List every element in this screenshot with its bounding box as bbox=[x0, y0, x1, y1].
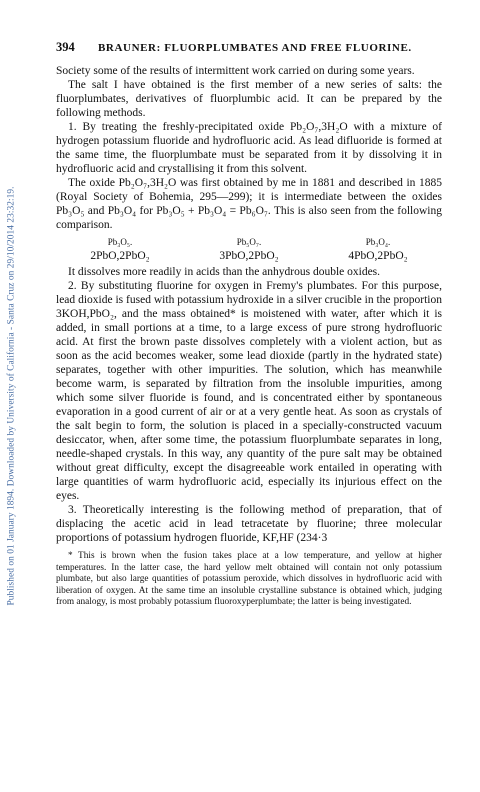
formula-column bbox=[314, 235, 442, 263]
formula-comparison bbox=[56, 235, 442, 263]
provenance-text: Published on 01 January 1894. Downloaded by University of California - Santa Cruz on 29/10/2014 23:32:19. bbox=[6, 186, 16, 606]
paragraph: 2. By substituting fluorine for oxygen in Fremy's plumbates. For this purpose, lead dioxide is fused with potassium hydroxide in a silver crucible in the proportion 3KOH,PbO₂, and the mass obtained* is moistened with water, after which it is added, in small portions at a time, to a large excess of pure strong hydrofluoric acid. At first the brown paste dissolves completely with a violent action, but as soon as the acid becomes weaker, some lead dioxide (partly in the hydrated state) separates, together with other impurities. The solution, which has meanwhile become warm, is separated by filtration from the insoluble impurities, among which some silver fluoride is found, and is concentrated either by spontaneous evaporation in a good current of air or at a very gentle heat. As soon as crystals of the salt begin to form, the solution is placed in a specially-constructed vacuum desiccator, when, after some time, the potassium fluorplumbate separates in long, needle-shaped crystals. In this way, any quantity of the pure salt may be obtained without great difficulty, except the disagreeable work entailed in operating with large quantities of warm hydrofluoric acid, especially its injurious effect on the eyes. bbox=[56, 280, 442, 502]
paragraph: The oxide Pb₂O₇,3H₂O was first obtained by me in 1881 and described in 1885 (Royal Society of Bohemia, 295—299); it is intermediate between the oxides Pb₃O₅ and Pb₃O₄ for Pb₃O₅ + Pb₃O₄ = Pb₆O₇. This is also seen from the following comparison. bbox=[56, 177, 442, 231]
formula-column bbox=[184, 235, 314, 263]
formula-top: Pb₃O₄. bbox=[365, 237, 391, 247]
formula-bottom: 4PbO,2PbO₂ bbox=[348, 250, 408, 262]
paragraph: 3. Theoretically interesting is the following method of preparation, that of displacing the acetic acid in lead tetracetate by fluorine; three molecular proportions of potassium hydrogen fluoride, KF,HF (234·3 bbox=[56, 504, 442, 544]
page-header bbox=[56, 40, 442, 55]
formula-top: Pb₃O₅. bbox=[107, 237, 133, 247]
page bbox=[56, 40, 442, 609]
page-number: 394 bbox=[56, 40, 75, 54]
paragraph: Society some of the results of intermittent work carried on during some years. bbox=[56, 65, 415, 77]
body-text bbox=[56, 64, 442, 545]
sidebar-provenance bbox=[0, 0, 22, 792]
formula-bottom: 3PbO,2PbO₂ bbox=[219, 250, 279, 262]
paragraph: It dissolves more readily in acids than the anhydrous double oxides. bbox=[68, 266, 381, 278]
footnotes bbox=[56, 551, 442, 609]
formula-column bbox=[56, 235, 184, 263]
running-head: BRAUNER: FLUORPLUMBATES AND FREE FLUORINE. bbox=[98, 42, 412, 54]
formula-bottom: 2PbO,2PbO₂ bbox=[90, 250, 150, 262]
footnote: * This is brown when the fusion takes place at a low temperature, and yellow at higher temperatures. In the latter case, the hard yellow melt obtained will contain not only potassium plumbate, but also large quantities of potassium peroxide, which dissolves in hydrofluoric acid with liberation of oxygen. At the same time an insoluble crystalline substance is obtained which, judging from analogy, is most probably potassium fluoroxyperplumbate; the latter is being investigated. bbox=[56, 551, 442, 608]
paragraph: The salt I have obtained is the first member of a new series of salts: the fluorplumbates, derivatives of fluorplumbic acid. It can be prepared by the following methods. bbox=[56, 79, 442, 119]
paragraph: 1. By treating the freshly-precipitated oxide Pb₂O₇,3H₂O with a mixture of hydrogen potassium fluoride and hydrofluoric acid. As lead difluoride is formed at the same time, the fluorplumbate must be separated from it by dissolving it in hydrofluoric acid and crystallising it from this solvent. bbox=[56, 121, 442, 175]
formula-top: Pb₅O₇. bbox=[236, 237, 262, 247]
